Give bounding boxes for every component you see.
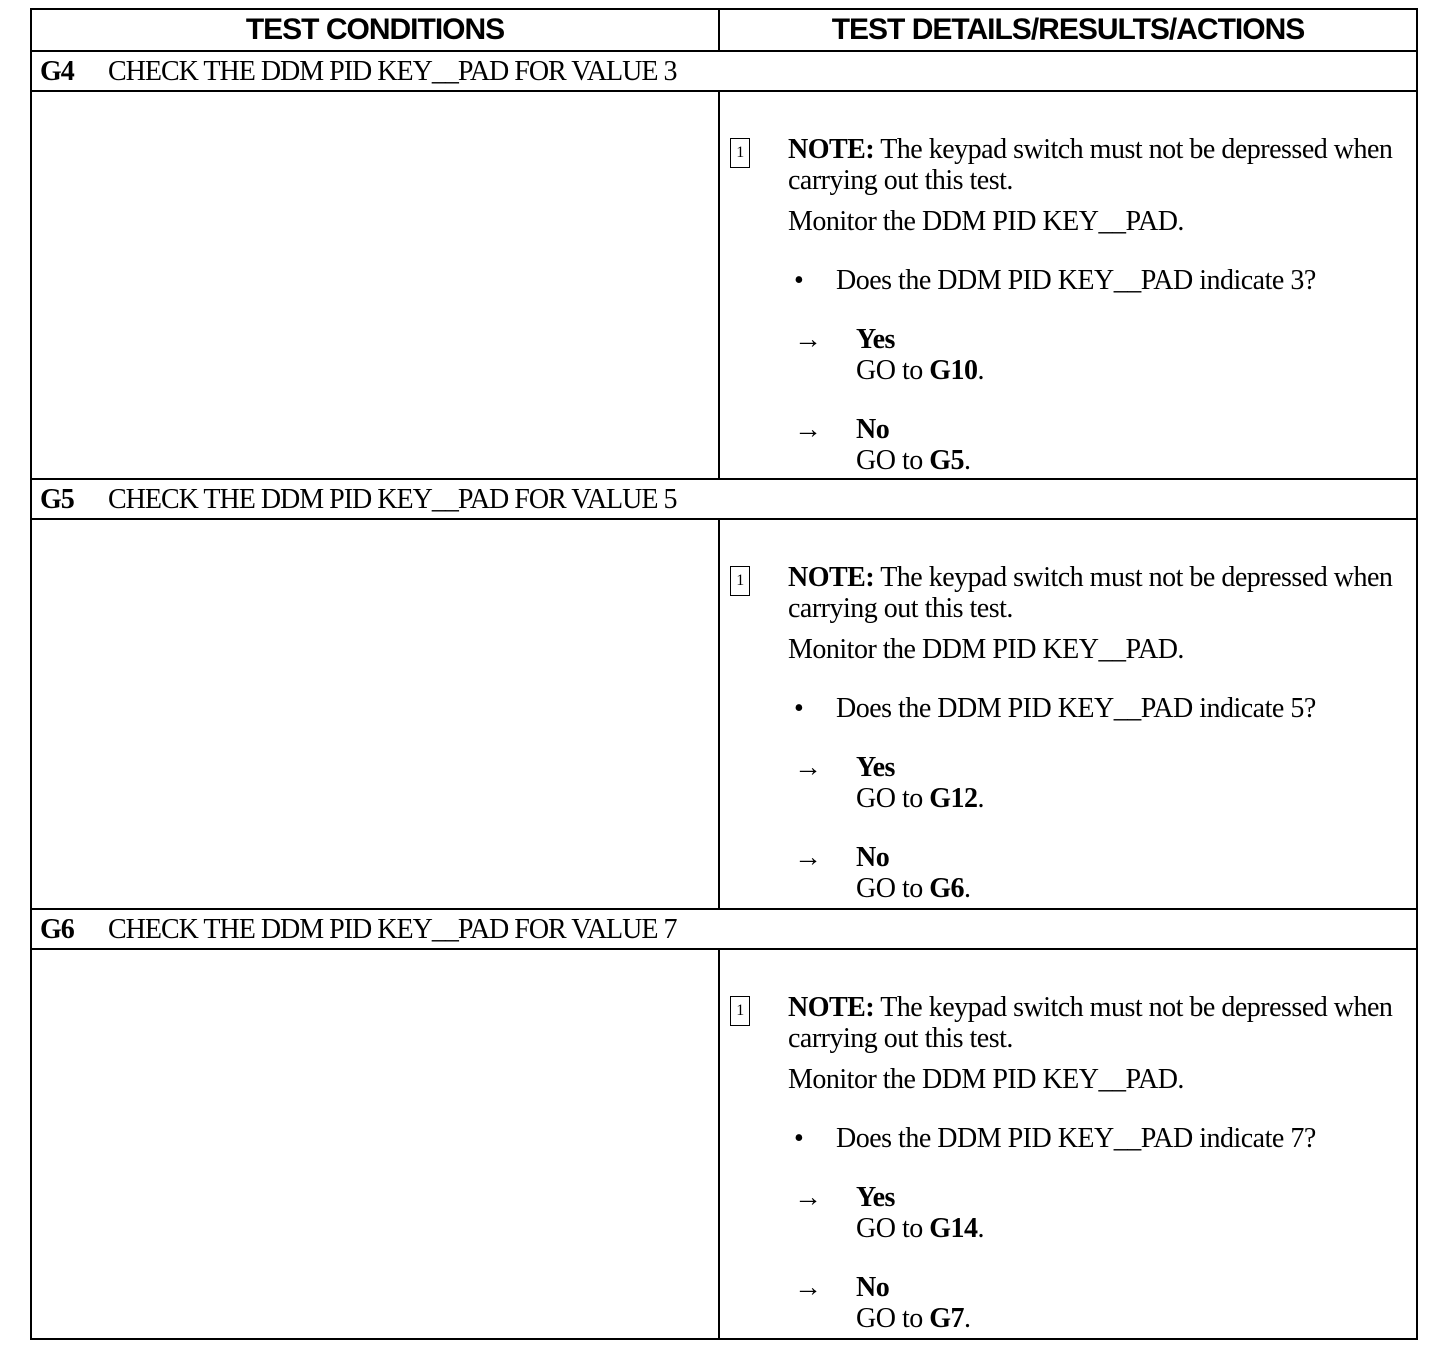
monitor-instruction: Monitor the DDM PID KEY__PAD.	[788, 1064, 1184, 1095]
question-item	[794, 693, 1416, 724]
answer-label: No	[856, 414, 890, 445]
note-text: NOTE: The keypad switch must not be depressed when carrying out this test.	[788, 134, 1393, 196]
header-test-details: TEST DETAILS/RESULTS/ACTIONS	[831, 13, 1305, 46]
answer-label: Yes	[856, 324, 895, 355]
arrow-right-icon: →	[794, 1272, 822, 1303]
goto-instruction: GO to G12.	[856, 783, 985, 814]
arrow-right-icon: →	[794, 414, 822, 445]
goto-link[interactable]: G5	[929, 445, 965, 476]
section-code: G5	[40, 484, 74, 515]
question-text: Does the DDM PID KEY__PAD indicate 7?	[836, 1123, 1316, 1154]
step-number-box: 1	[730, 138, 750, 168]
note-label: NOTE:	[788, 134, 875, 165]
goto-instruction: GO to G5.	[856, 445, 971, 476]
answer-label: No	[856, 842, 890, 873]
section-body-g5	[32, 520, 1416, 910]
goto-instruction: GO to G14.	[856, 1213, 985, 1244]
note-text: NOTE: The keypad switch must not be depressed when carrying out this test.	[788, 992, 1393, 1054]
question-item	[794, 1123, 1416, 1154]
answer-yes	[794, 324, 1416, 386]
arrow-right-icon: →	[794, 324, 822, 355]
goto-link[interactable]: G12	[929, 783, 978, 814]
note-text: NOTE: The keypad switch must not be depressed when carrying out this test.	[788, 562, 1393, 624]
monitor-instruction: Monitor the DDM PID KEY__PAD.	[788, 634, 1184, 665]
section-body-g4	[32, 92, 1416, 480]
section-title-text: CHECK THE DDM PID KEY__PAD FOR VALUE 7	[108, 914, 677, 945]
section-title-text: CHECK THE DDM PID KEY__PAD FOR VALUE 3	[108, 56, 677, 87]
answer-no	[794, 414, 1416, 476]
step-number-box: 1	[730, 566, 750, 596]
answer-yes	[794, 752, 1416, 814]
bullet-icon: •	[794, 693, 804, 724]
test-conditions-cell	[32, 520, 720, 908]
goto-link[interactable]: G7	[929, 1303, 965, 1334]
question-text: Does the DDM PID KEY__PAD indicate 3?	[836, 265, 1316, 296]
bullet-icon: •	[794, 1123, 804, 1154]
note-label: NOTE:	[788, 992, 875, 1023]
answer-label: Yes	[856, 1182, 895, 1213]
goto-link[interactable]: G14	[929, 1213, 978, 1244]
test-conditions-cell	[32, 92, 720, 478]
section-title-g5	[32, 480, 1416, 520]
question-item	[794, 265, 1416, 296]
section-code: G4	[40, 56, 74, 87]
test-details-cell	[720, 92, 1416, 478]
test-conditions-cell	[32, 950, 720, 1338]
test-details-cell	[720, 950, 1416, 1338]
section-code: G6	[40, 914, 74, 945]
section-body-g6	[32, 950, 1416, 1338]
goto-instruction: GO to G6.	[856, 873, 971, 904]
goto-instruction: GO to G10.	[856, 355, 985, 386]
answer-yes	[794, 1182, 1416, 1244]
header-test-conditions: TEST CONDITIONS	[32, 10, 720, 50]
test-procedure-table	[30, 8, 1418, 1340]
section-title-g6	[32, 910, 1416, 950]
answer-label: No	[856, 1272, 890, 1303]
arrow-right-icon: →	[794, 1182, 822, 1213]
goto-link[interactable]: G10	[929, 355, 978, 386]
goto-link[interactable]: G6	[929, 873, 965, 904]
test-details-cell	[720, 520, 1416, 908]
answer-no	[794, 842, 1416, 904]
arrow-right-icon: →	[794, 752, 822, 783]
bullet-icon: •	[794, 265, 804, 296]
answer-no	[794, 1272, 1416, 1334]
step-number-box: 1	[730, 996, 750, 1026]
question-text: Does the DDM PID KEY__PAD indicate 5?	[836, 693, 1316, 724]
note-label: NOTE:	[788, 562, 875, 593]
section-title-g4	[32, 52, 1416, 92]
section-title-text: CHECK THE DDM PID KEY__PAD FOR VALUE 5	[108, 484, 677, 515]
monitor-instruction: Monitor the DDM PID KEY__PAD.	[788, 206, 1184, 237]
answer-label: Yes	[856, 752, 895, 783]
table-header	[32, 10, 1416, 52]
goto-instruction: GO to G7.	[856, 1303, 971, 1334]
arrow-right-icon: →	[794, 842, 822, 873]
